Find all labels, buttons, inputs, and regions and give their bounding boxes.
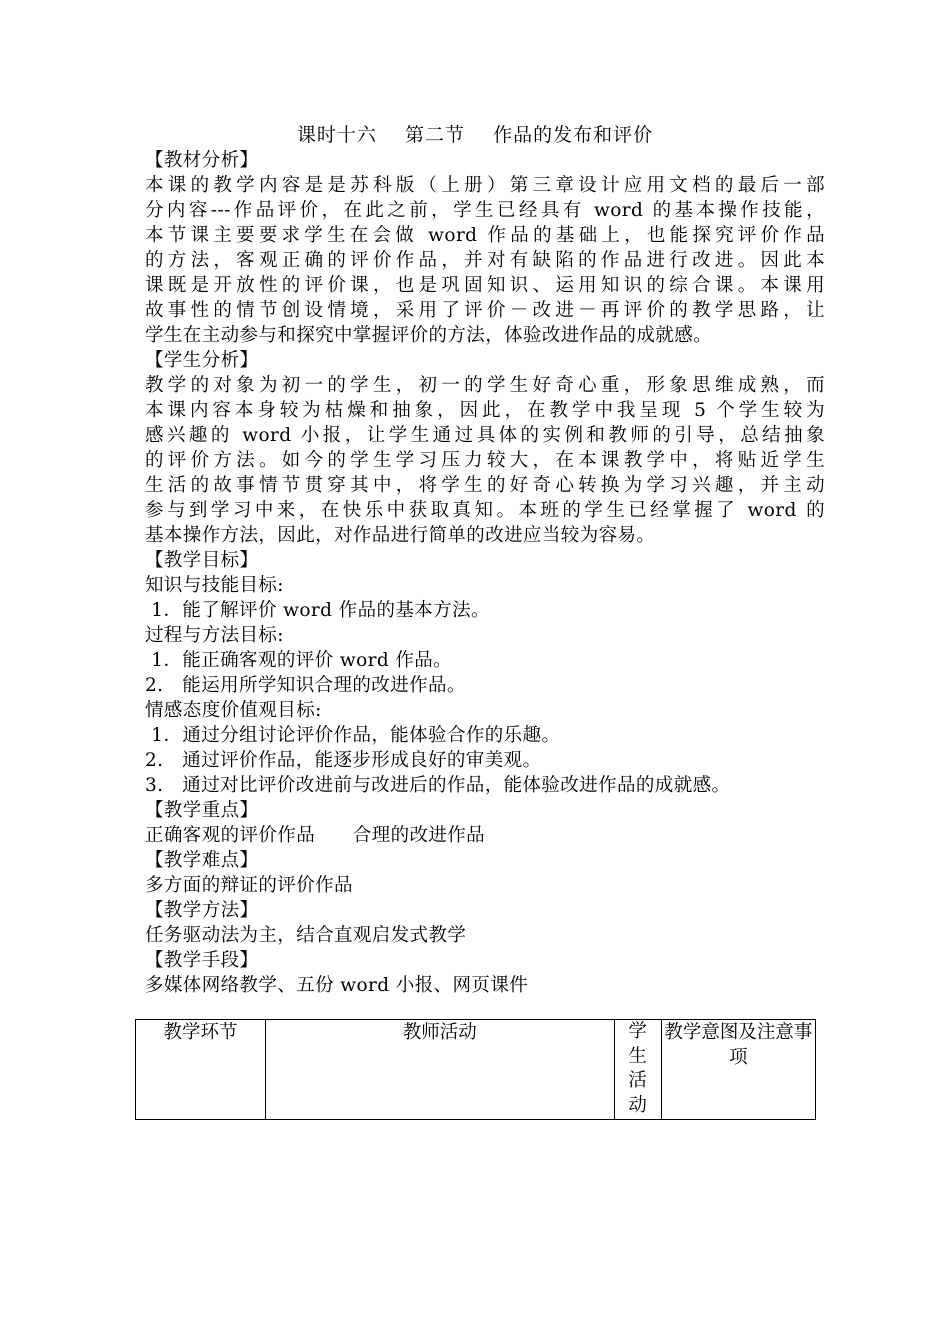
body-text-line: 参与到学习中来，在快乐中获取真知。本班的学生已经掌握了 word 的 — [145, 500, 825, 521]
body-text-line: 的方法，客观正确的评价作品，并对有缺陷的作品进行改进。因此本 — [145, 250, 825, 271]
body-text-line: 学生在主动参与和探究中掌握评价的方法，体验改进作品的成就感。 — [145, 325, 713, 346]
table-header-row — [136, 1020, 816, 1120]
body-text-line: 本节课主要要求学生在会做 word 作品的基础上，也能探究评价作品 — [145, 225, 825, 246]
body-text-line: 过程与方法目标: — [145, 625, 284, 646]
body-text-line: 情感态度价值观目标: — [145, 700, 322, 721]
body-text-line: 本课的教学内容是是苏科版（上册）第三章设计应用文档的最后一部 — [145, 175, 825, 196]
body-text-line: 教学的对象为初一的学生，初一的学生好奇心重，形象思维成熟，而 — [145, 375, 825, 396]
section-heading: 【教学重点】 — [145, 800, 259, 821]
document-body — [145, 122, 825, 998]
section-heading: 【教学手段】 — [145, 950, 259, 971]
body-text-line: 故事性的情节创设情境，采用了评价－改进－再评价的教学思路，让 — [145, 300, 825, 321]
body-text-line: 3. 通过对比评价改进前与改进后的作品，能体验改进作品的成就感。 — [145, 775, 731, 796]
section-heading: 【教学目标】 — [145, 550, 259, 571]
body-text-line: 任务驱动法为主，结合直观启发式教学 — [145, 925, 467, 946]
body-text-line: 感兴趣的 word 小报，让学生通过具体的实例和教师的引导，总结抽象 — [145, 425, 825, 446]
body-text-line: 分内容---作品评价，在此之前，学生已经具有 word 的基本操作技能， — [145, 200, 825, 221]
body-text-line: 1．能了解评价 word 作品的基本方法。 — [145, 600, 490, 621]
body-text-line: 生活的故事情节贯穿其中，将学生的好奇心转换为学习兴趣，并主动 — [145, 475, 825, 496]
body-text-line: 本课内容本身较为枯燥和抽象，因此，在教学中我呈现 5 个学生较为 — [145, 400, 825, 421]
body-text-line: 2. 通过评价作品，能逐步形成良好的审美观。 — [145, 750, 542, 771]
student-activity-label: 学生活动 — [628, 1021, 647, 1116]
sections-container — [145, 148, 825, 998]
header-intent-notes: 教学意图及注意事项 — [661, 1020, 815, 1120]
body-text-line: 1．能正确客观的评价 word 作品。 — [145, 650, 453, 671]
body-text-line: 正确客观的评价作品 合理的改进作品 — [145, 825, 486, 846]
page-title: 课时十六 第二节 作品的发布和评价 — [296, 124, 654, 146]
section-heading: 【教学方法】 — [145, 900, 259, 921]
body-text-line: 多媒体网络教学、五份 word 小报、网页课件 — [145, 975, 529, 996]
body-text-line: 知识与技能目标: — [145, 575, 284, 596]
body-text-line: 2. 能运用所学知识合理的改进作品。 — [145, 675, 466, 696]
header-student-activity — [614, 1020, 661, 1120]
body-text-line: 1．通过分组讨论评价作品，能体验合作的乐趣。 — [145, 725, 561, 746]
section-heading: 【教材分析】 — [145, 150, 259, 171]
header-teacher-activity: 教师活动 — [265, 1020, 614, 1120]
section-heading: 【学生分析】 — [145, 350, 259, 371]
body-text-line: 的评价方法。如今的学生学习压力较大，在本课教学中，将贴近学生 — [145, 450, 825, 471]
lesson-plan-table — [135, 1019, 816, 1120]
section-heading: 【教学难点】 — [145, 850, 259, 871]
body-text-line: 课既是开放性的评价课，也是巩固知识、运用知识的综合课。本课用 — [145, 275, 825, 296]
body-text-line: 多方面的辩证的评价作品 — [145, 875, 353, 896]
body-text-line: 基本操作方法，因此，对作品进行简单的改进应当较为容易。 — [145, 525, 656, 546]
header-teaching-stage: 教学环节 — [136, 1020, 266, 1120]
